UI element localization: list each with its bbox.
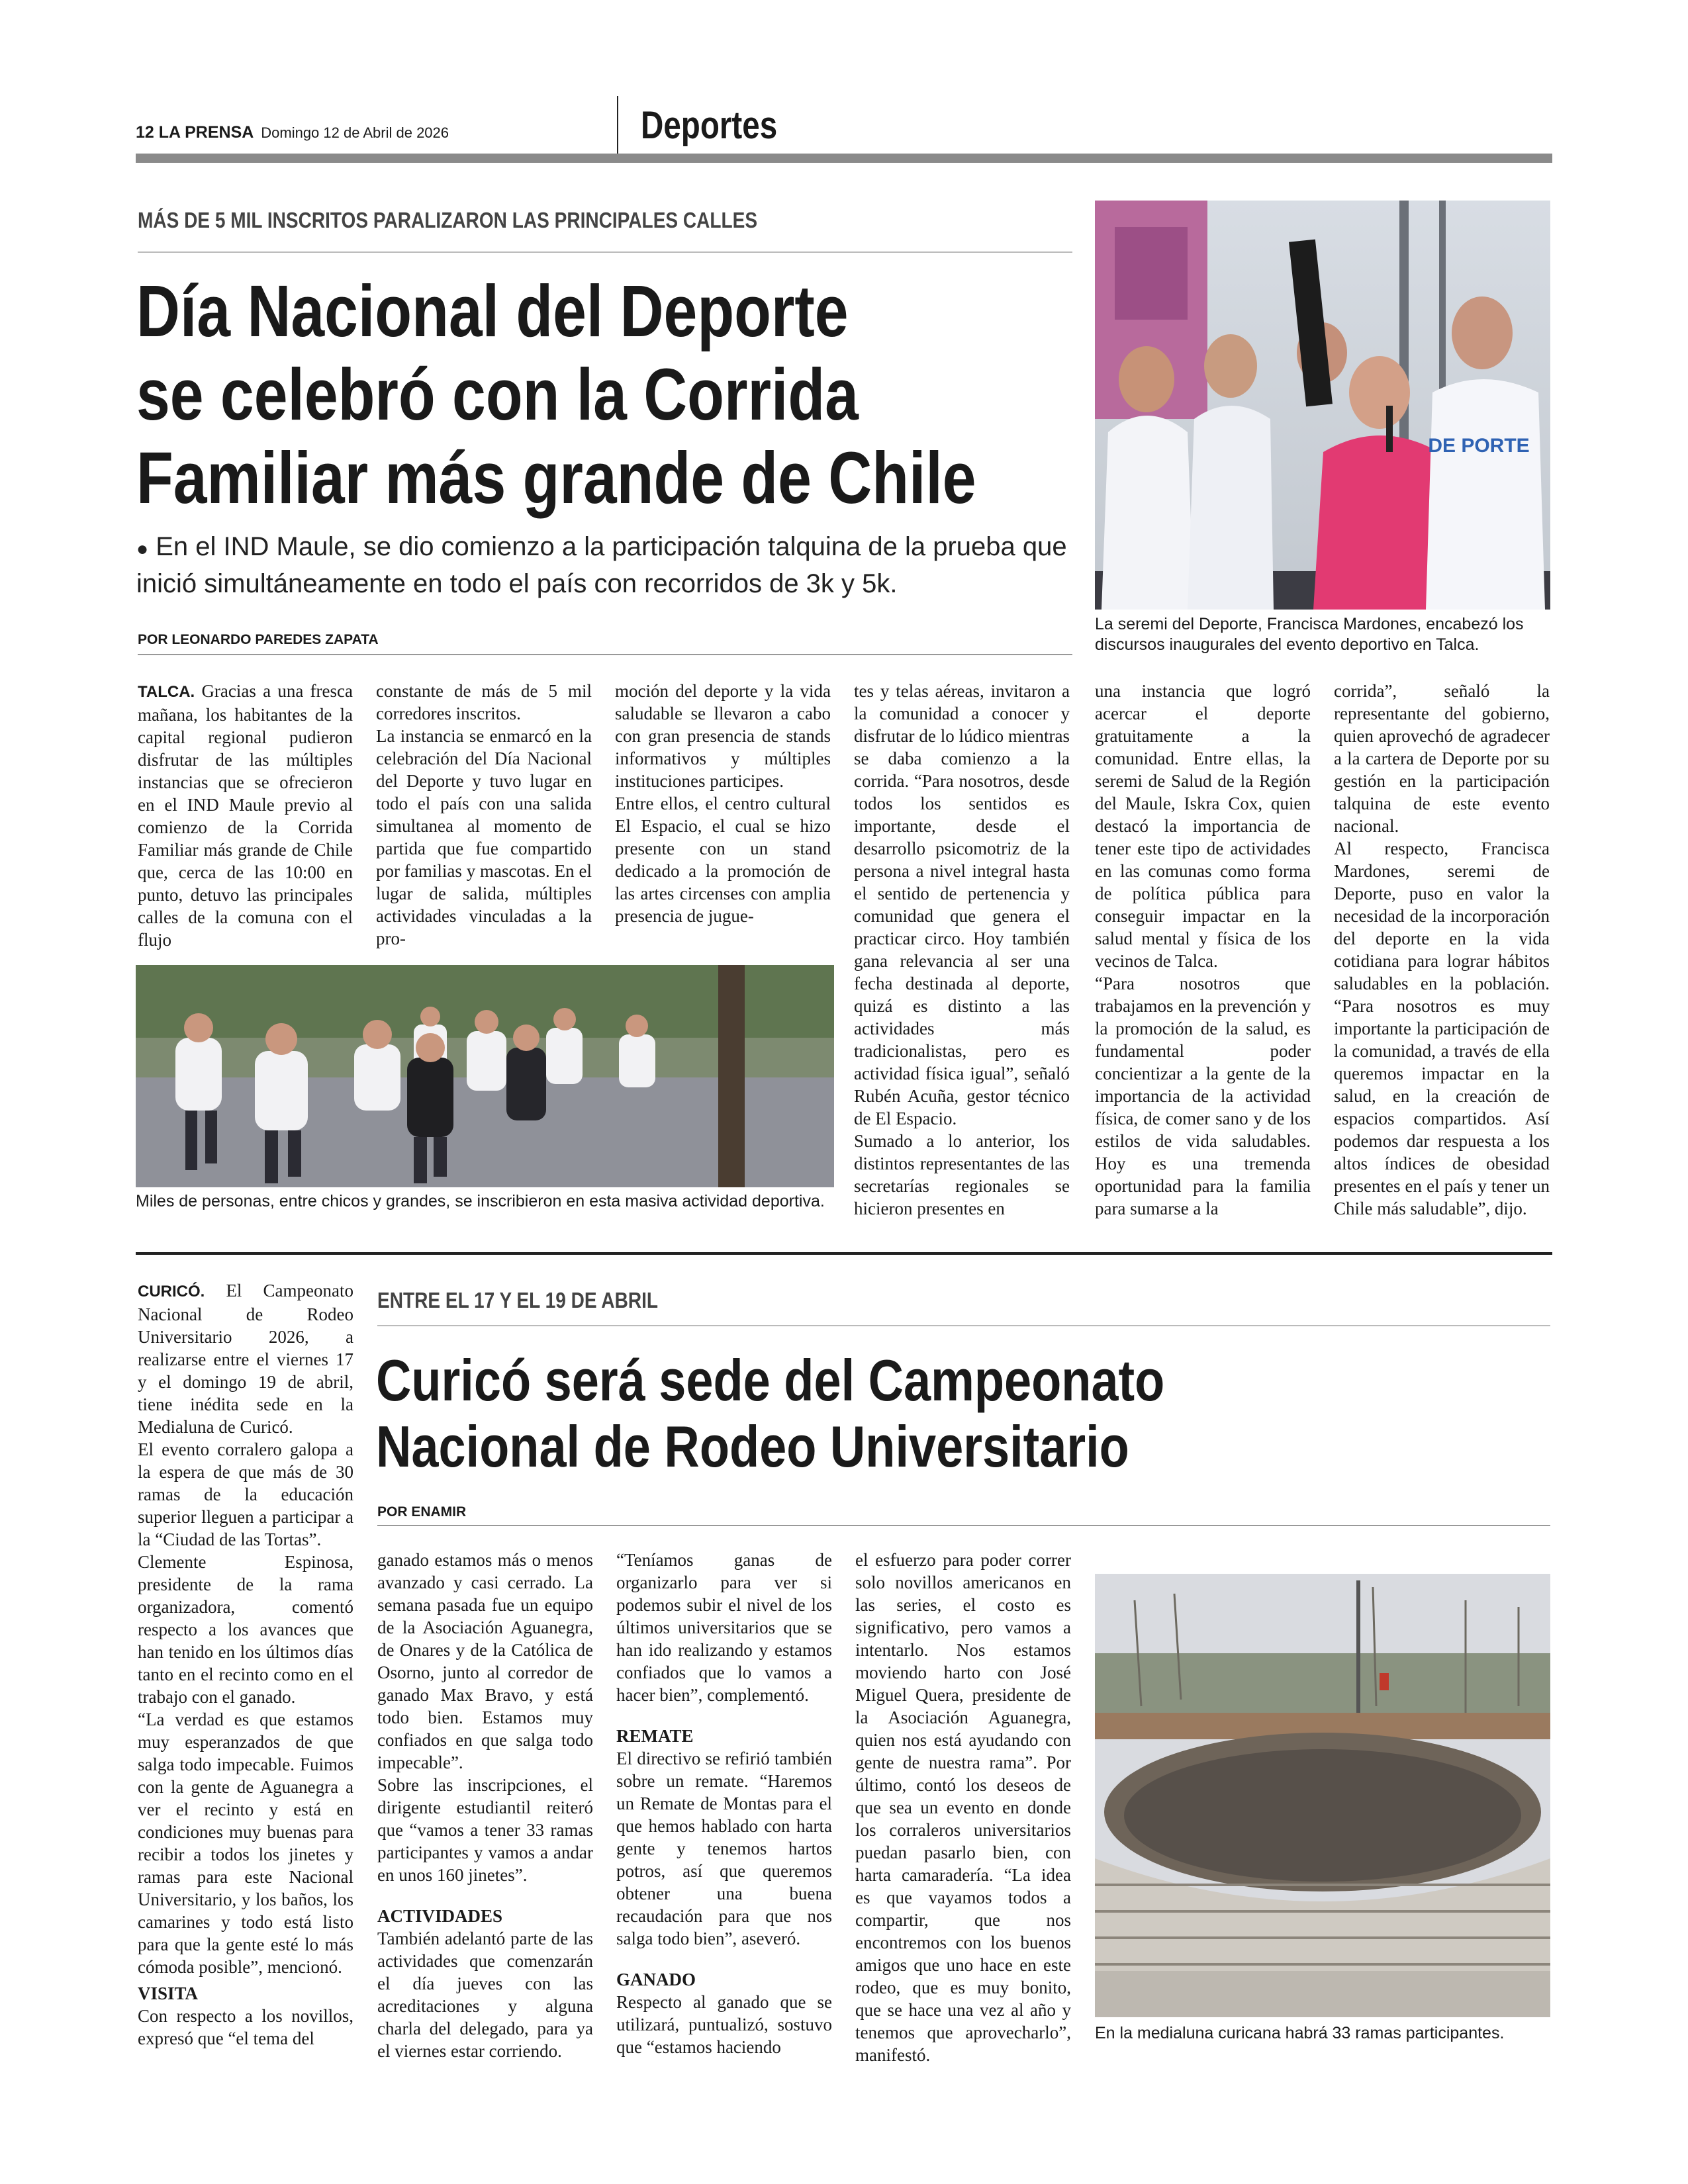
article1-kicker: MÁS DE 5 MIL INSCRITOS PARALIZARON LAS PRINCIPALES CALLES [138,208,758,232]
article1-col5-p2: “Para nosotros que trabajamos en la prevención y la promoción de la salud, es fundamental poder concientizar a la gente de la importancia de la actividad física, de comer sano y de los estilos de vida saludables. Hoy es una tremenda oportunidad para la familia para sumarse a la [1095,974,1311,1218]
subhead-ganado: GANADO [616,1970,696,1989]
article2-kicker-rule [377,1325,1550,1326]
section-title: Deportes [641,104,778,147]
article2-col1-p2: El evento corralero galopa a la espera de que más de 30 ramas de la educación superior lleguen a participar a la “Ciudad de las Tortas”. [138,1439,353,1549]
subhead-visita: VISITA [138,1983,199,2003]
page-header [136,123,619,150]
article1-col6 [1334,680,1550,1220]
article1-byline-rule [138,654,1072,655]
article2-col4 [855,1549,1071,2066]
header-bar [136,154,1552,163]
dateline-curico: CURICÓ. [138,1283,205,1300]
article1-col3-p2: Entre ellos, el centro cultural El Espacio, el cual se hizo presente con un stand dedicado a la promoción de las artes circenses con amplia presencia de jugue- [615,794,831,926]
article1-col5-p1: una instancia que logró acercar el deporte gratuitamente a la comunidad. Entre ellas, la seremi de Salud de la Región del Maule, Iskra Cox, quien destacó la importancia de tener este tipo de actividades en las comunas como forma de política pública para conseguir impactar en la salud mental y física de los vecinos de Talca. [1095,681,1311,971]
article2-col2 [377,1549,593,2062]
article2-col4-p1: el esfuerzo para poder correr solo novillos americanos en las series, el costo es significativo, pero vamos a intentarlo. Nos estamos moviendo harto con José Miguel Quera, presidente de la Asociación Aguanegra, quien nos está ayudando con gente de nuestra rama”. Por último, contó los deseos de que sea un evento en donde los corraleros universitarios puedan pasarlo bien, con harta camaradería. “La idea es que vayamos todos a compartir, que nos encontremos con los buenos amigos que uno hace en este rodeo, que es muy bonito, que se hace una vez al año y tenemos que aprovecharlo”, manifestó. [855,1550,1071,2065]
headline-line-1: Día Nacional del Deporte [136,271,849,352]
article2-byline: POR ENAMIR [377,1504,467,1520]
headline-line-2: se celebró con la Corrida [136,354,859,435]
article2-col2-tail: También adelantó parte de las actividades que comenzarán el día jueves con las acreditaciones y alguna charla del delegado, para ya el viernes estar corriendo. [377,1929,593,2061]
article1-kicker-rule [138,251,1072,253]
photo-seremi-image [1095,201,1550,610]
dateline-talca: TALCA. [138,683,195,701]
article-separator [136,1252,1552,1255]
article1-col3-p1: moción del deporte y la vida saludable se llevaron a cabo con gran presencia de stands informativos y múltiples instituciones participes. [615,681,831,791]
article2-col1-p3: Clemente Espinosa, presidente de la rama organizadora, comentó respecto a los avances que han tenido en los últimos días tanto en el recinto como en el trabajo con el ganado. [138,1552,353,1707]
headline-line-3: Familiar más grande de Chile [136,437,976,519]
page-number: 12 [136,123,154,142]
article1-byline: POR LEONARDO PAREDES ZAPATA [138,632,379,647]
article2-col2-p2: Sobre las inscripciones, el dirigente estudiantil reiteró que “vamos a tener 33 ramas participantes y vamos a andar en unos 160 jinetes”. [377,1775,593,1885]
subhead-remate: REMATE [616,1726,694,1746]
header-divider [617,96,618,154]
photo-medialuna [1095,1574,1550,2017]
article1-col2-p1: constante de más de 5 mil corredores inscritos. [376,681,592,723]
photo-runners-image [136,965,834,1187]
article1-col2-p2: La instancia se enmarcó en la celebración del Día Nacional del Deporte y tuvo lugar en todo el país con una salida simultanea al momento de partida que fue compartido por familias y mascotas. En el lugar de salida, múltiples actividades vinculadas a la pro- [376,726,592,948]
issue-date: Domingo 12 de Abril de 2026 [261,124,449,141]
article1-col4-p1: tes y telas aéreas, invitaron a la comunidad a conocer y disfrutar de lo lúdico mientras se daba comienzo a la corrida. “Para nosotros, desde todos los sentidos es importante, desde el desarrollo psicomotriz de la persona a nivel integral hasta el sentido de pertenencia y comunidad que genera el practicar circo. Hoy también gana relevancia al ser una fecha destinada al deporte, quizá es distinto a las actividades más tradicionalistas, pero es actividad física igual”, señaló Rubén Acuña, gestor técnico de El Espacio. [854,681,1070,1128]
article1-col4-p2: Sumado a lo anterior, los distintos representantes de las secretarías regionales se hicieron presentes en [854,1131,1070,1218]
article2-kicker: ENTRE EL 17 Y EL 19 DE ABRIL [377,1288,659,1312]
article2-byline-rule [377,1525,1550,1526]
headline2-line-1: Curicó será sede del Campeonato [376,1347,1165,1413]
article2-col1-p4: “La verdad es que estamos muy esperanzados de que salga todo impecable. Fuimos con la gente de Aguanegra a ver el recinto y está en condiciones muy buenas para recibir a todos los jinetes y ramas para este Nacional Universitario, y los baños, los camarines y todo está listo para que la gente esté lo más cómoda posible”, mencionó. [138,1709,353,1977]
photo-seremi-speech [1095,201,1550,610]
article2-col3 [616,1549,832,2058]
photo-runners [136,965,834,1187]
article1-col1-text: Gracias a una fresca mañana, los habitantes de la capital regional pudieron disfrutar de las múltiples instancias que se ofrecieron en el IND Maule previo al comienzo de la Corrida Familiar más grande de Chile que, cerca de las 10:00 en punto, detuvo las principales calles de la comuna con el flujo [138,681,353,950]
article1-col5 [1095,680,1311,1220]
photo-runners-caption: Miles de personas, entre chicos y grandes, se inscribieron en esta masiva actividad deportiva. [136,1192,825,1210]
article1-subheadline [136,529,1076,601]
photo-medialuna-image [1095,1574,1550,2017]
article2-col2-p1: ganado estamos más o menos avanzado y casi cerrado. La semana pasada fue un equipo de la Asociación Aguanegra, de Onares y de la Católica de Osorno, junto al corredor de ganado Max Bravo, y está todo bien. Estamos muy confiados en que salga todo impecable”. [377,1550,593,1772]
article1-col6-p1: corrida”, señaló la representante del gobierno, quien aprovechó de agradecer a la cartera de Deporte por su gestión en la participación talquina de este evento nacional. [1334,681,1550,836]
shirt-logo-text: DE PORTE [1428,435,1530,457]
article1-col6-p2: Al respecto, Francisca Mardones, seremi de Deporte, puso en valor la necesidad de la incorporación del deporte en la vida cotidiana para lograr hábitos saludables en la población. “Para nosotros es muy importante la participación de la comunidad, a través de ella queremos impactar en la salud, en la creación de espacios compartidos. Así podemos dar respuesta a los altos índices de obesidad presentes en el país y tener un Chile más saludable”, dijo. [1334,839,1550,1218]
bullet-icon: ● [136,538,149,560]
article2-headline [376,1347,1554,1480]
article2-col3-tail: Respecto al ganado que se utilizará, puntualizó, sostuvo que “estamos haciendo [616,1992,832,2057]
photo-seremi-caption: La seremi del Deporte, Francisca Mardones, encabezó los discursos inaugurales del evento deportivo en Talca. [1095,615,1524,654]
headline2-line-2: Nacional de Rodeo Universitario [376,1414,1129,1479]
article1-col4 [854,680,1070,1220]
article1-headline [136,270,1090,520]
article2-col3-mid: El directivo se refirió también sobre un remate. “Haremos un Remate de Montas para el que hemos hablado con harta gente y tenemos hartos potros, así que queremos obtener una buena recaudación para que nos salga todo bien”, aseveró. [616,1749,832,1948]
article1-col2 [376,680,592,950]
subhead-actividades: ACTIVIDADES [377,1906,503,1926]
subheadline-text: En el IND Maule, se dio comienzo a la participación talquina de la prueba que inició simultáneamente en todo el país con recorridos de 3k y 5k. [136,532,1067,598]
article2-col3-p1: “Teníamos ganas de organizarlo para ver si podemos subir el nivel de los últimos universitarios que se han ido realizando y estamos confiados que lo vamos a hacer bien”, complementó. [616,1550,832,1705]
paper-name: LA PRENSA [158,123,254,142]
article1-col3 [615,680,831,927]
article2-col1-tail: Con respecto a los novillos, expresó que “el tema del [138,2006,353,2048]
photo-medialuna-caption: En la medialuna curicana habrá 33 ramas participantes. [1095,2024,1505,2042]
article2-col1-p1: El Campeonato Nacional de Rodeo Universitario 2026, a realizarse entre el viernes 17 y el domingo 19 de abril, tiene inédita sede en la Medialuna de Curicó. [138,1281,353,1437]
article1-col1 [138,680,353,951]
article2-col1 [138,1279,353,2050]
